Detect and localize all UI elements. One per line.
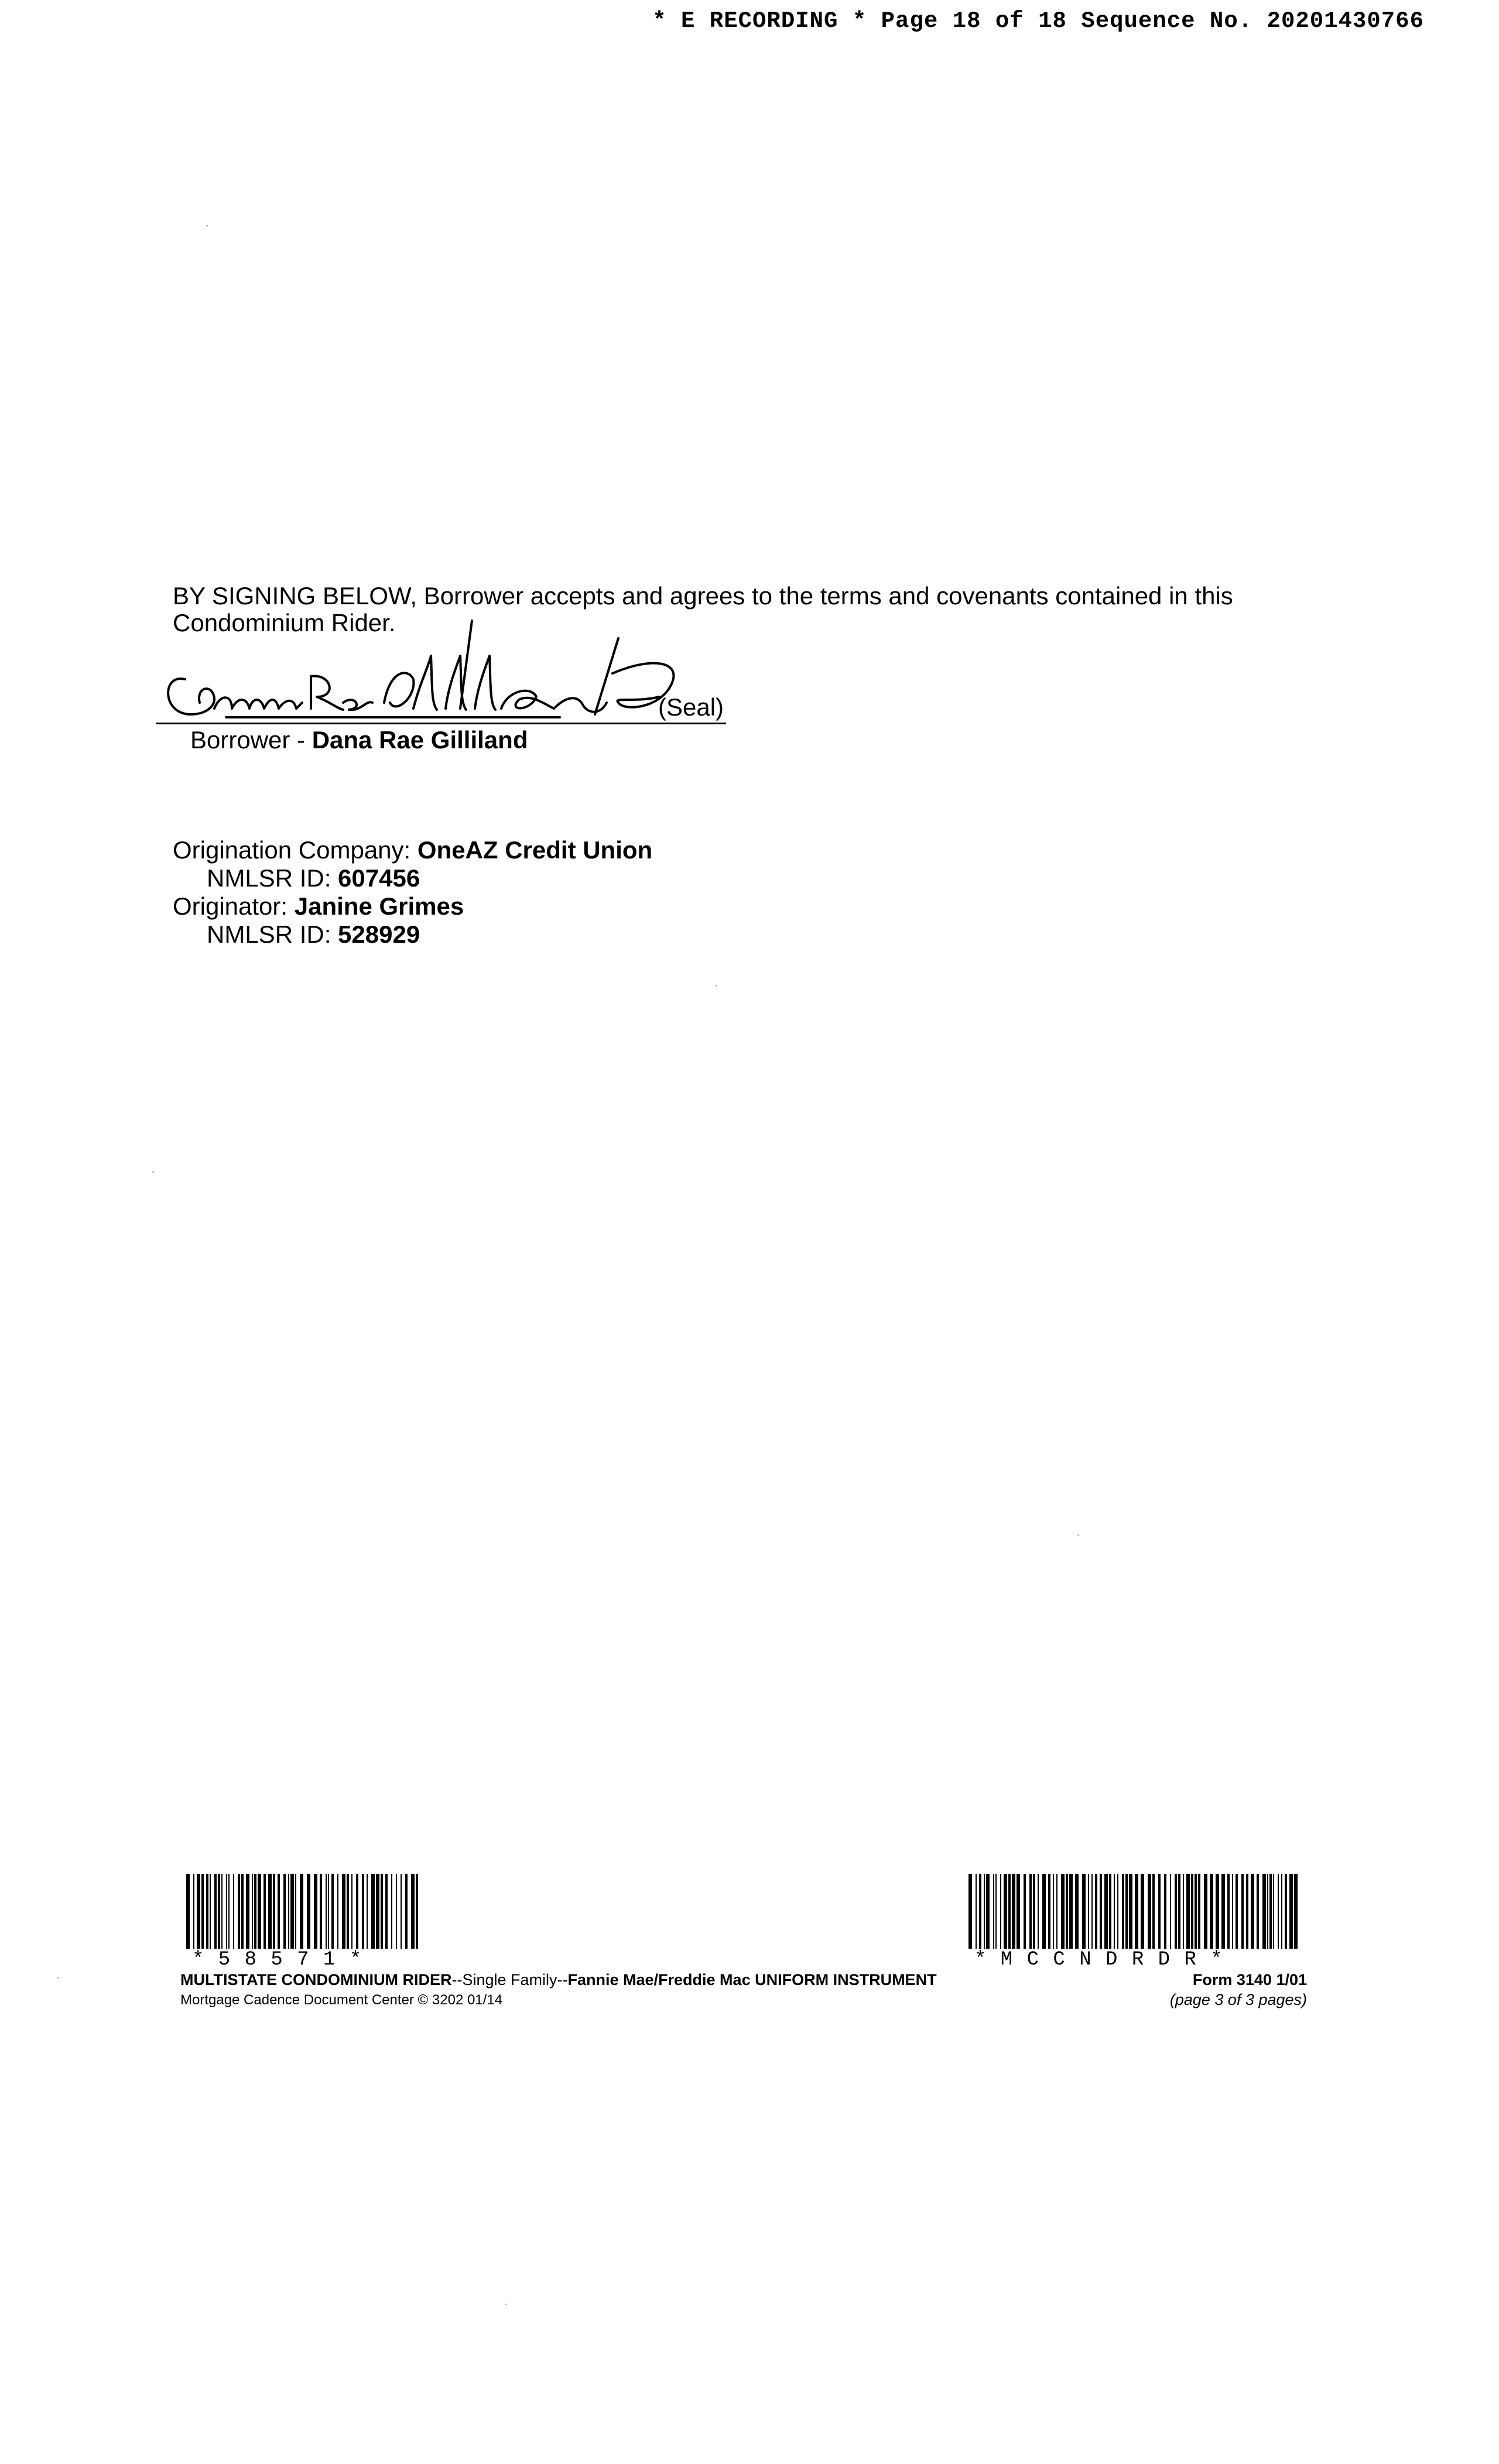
barcode-bar: [1095, 1874, 1097, 1949]
recording-header: * E RECORDING * Page 18 of 18 Sequence No. 20201430766: [652, 8, 1424, 34]
barcode-bar: [314, 1874, 317, 1949]
scan-speck: [152, 1171, 154, 1173]
barcode-bar: [221, 1874, 223, 1949]
barcode-bar: [1135, 1874, 1138, 1949]
barcode-bar: [1278, 1874, 1279, 1949]
barcode-bar: [268, 1874, 272, 1949]
barcode-bar: [979, 1874, 981, 1949]
barcode-bar: [246, 1874, 249, 1949]
signing-statement-line-1: BY SIGNING BELOW, Borrower accepts and agrees to the terms and covenants contained in this: [173, 582, 1233, 610]
barcode-bar: [1281, 1874, 1282, 1949]
barcode-bar: [385, 1874, 388, 1949]
barcode-bar: [1191, 1874, 1193, 1949]
form-title-main: MULTISTATE CONDOMINIUM RIDER: [180, 1971, 452, 1989]
barcode-bar: [1183, 1874, 1184, 1949]
form-title-sep: --: [451, 1971, 463, 1989]
barcode-bar: [1024, 1874, 1026, 1949]
barcode-bar: [356, 1874, 358, 1949]
barcode-bar: [1091, 1874, 1093, 1949]
barcode-bar: [376, 1874, 379, 1949]
barcode-bar: [1221, 1874, 1225, 1949]
barcode-bar: [320, 1874, 322, 1949]
company-nmlsr-id: 607456: [338, 864, 420, 892]
borrower-line: [190, 726, 528, 754]
barcode-bar: [1164, 1874, 1166, 1949]
barcode-bar: [1204, 1874, 1207, 1949]
barcode-bar: [1017, 1874, 1020, 1949]
barcode-bar: [238, 1874, 240, 1949]
barcode-bar: [273, 1874, 275, 1949]
barcode-bar: [1195, 1874, 1197, 1949]
barcode-bar: [290, 1874, 294, 1949]
barcode-bar: [1053, 1874, 1054, 1949]
barcode-bar: [206, 1874, 208, 1949]
page-of-line: (page 3 of 3 pages): [1169, 1991, 1307, 2008]
barcode-bar: [1267, 1874, 1268, 1949]
barcode-bar: [252, 1874, 253, 1949]
barcode-bar: [993, 1874, 994, 1949]
barcode-bar: [1269, 1874, 1272, 1949]
barcode-bar: [367, 1874, 368, 1949]
barcode-bar: [416, 1874, 418, 1949]
barcode-bar: [1122, 1874, 1124, 1949]
barcode-bar: [1114, 1874, 1115, 1949]
barcode-bar: [283, 1874, 286, 1949]
barcode-bar: [984, 1874, 985, 1949]
barcode-bar: [1210, 1874, 1213, 1949]
barcode-bar: [1042, 1874, 1046, 1949]
origination-company-name: OneAZ Credit Union: [417, 836, 653, 864]
barcode-bar: [233, 1874, 234, 1949]
barcode-bar: [1125, 1874, 1128, 1949]
barcode-bar: [1088, 1874, 1089, 1949]
barcode-bar: [228, 1874, 230, 1949]
barcode-bar: [1289, 1874, 1293, 1949]
barcode-bar: [1148, 1874, 1151, 1949]
barcode-bar: [995, 1874, 997, 1949]
barcode-bar: [391, 1874, 392, 1949]
barcode-bar: [1186, 1874, 1190, 1949]
originator-name: Janine Grimes: [294, 892, 464, 920]
barcode-bar: [307, 1874, 310, 1949]
scan-speck: [57, 1977, 59, 1979]
barcode-bar: [337, 1874, 338, 1949]
barcode-bar: [1251, 1874, 1254, 1949]
barcode-bar: [1227, 1874, 1230, 1949]
barcode-bar: [1246, 1874, 1248, 1949]
company-nmlsr-line: [207, 864, 420, 892]
barcode-bar: [254, 1874, 256, 1949]
barcode-bar: [968, 1874, 972, 1949]
originator-nmlsr-label: NMLSR ID:: [207, 920, 338, 948]
barcode-bar: [1216, 1874, 1219, 1949]
barcode-bar: [331, 1874, 334, 1949]
signing-statement-line-2: Condominium Rider.: [173, 609, 396, 636]
barcode-bar: [411, 1874, 415, 1949]
barcode-bar: [1198, 1874, 1200, 1949]
barcode-bar: [193, 1874, 194, 1949]
barcode-bar: [1232, 1874, 1233, 1949]
barcode-bar: [1141, 1874, 1144, 1949]
barcode-bar: [241, 1874, 244, 1949]
barcode-bar: [371, 1874, 375, 1949]
barcode-bar: [1069, 1874, 1073, 1949]
barcode-bar: [976, 1874, 977, 1949]
borrower-label: Borrower -: [190, 726, 312, 754]
originator-nmlsr-id: 528929: [338, 920, 420, 948]
barcode-right-caption: * M C C N D R D R *: [974, 1949, 1224, 1971]
barcode-left: [186, 1874, 418, 1949]
barcode-bar: [1033, 1874, 1035, 1949]
barcode-bar: [1000, 1874, 1001, 1949]
scan-speck: [206, 225, 208, 227]
barcode-bar: [351, 1874, 352, 1949]
form-number: Form 3140 1/01: [1192, 1971, 1307, 1989]
originator-line: [173, 892, 464, 920]
barcode-bar: [401, 1874, 402, 1949]
barcode-bar: [1061, 1874, 1065, 1949]
barcode-bar: [1262, 1874, 1266, 1949]
barcode-bar: [1236, 1874, 1238, 1949]
barcode-bar: [278, 1874, 280, 1949]
form-title: [180, 1971, 937, 1989]
barcode-bar: [1004, 1874, 1007, 1949]
barcode-bar: [328, 1874, 329, 1949]
barcode-bar: [186, 1874, 190, 1949]
barcode-bar: [1109, 1874, 1111, 1949]
barcode-bar: [405, 1874, 408, 1949]
scan-speck: [505, 2304, 506, 2305]
barcode-bar: [1056, 1874, 1057, 1949]
barcode-bar: [1170, 1874, 1171, 1949]
barcode-bar: [1066, 1874, 1068, 1949]
form-title-end: Fannie Mae/Freddie Mac UNIFORM INSTRUMENT: [567, 1971, 937, 1989]
barcode-bar: [1117, 1874, 1118, 1949]
barcode-bar: [1158, 1874, 1161, 1949]
barcode-left-caption: * 5 8 5 7 1 *: [192, 1949, 363, 1971]
signature-line: [156, 723, 726, 724]
barcode-bar: [214, 1874, 217, 1949]
barcode-bar: [1257, 1874, 1259, 1949]
origination-company-label: Origination Company:: [173, 836, 417, 864]
barcode-bar: [1285, 1874, 1287, 1949]
barcode-bar: [1294, 1874, 1298, 1949]
scan-speck: [1077, 1534, 1079, 1536]
barcode-bar: [1082, 1874, 1086, 1949]
barcode-bar: [347, 1874, 349, 1949]
borrower-name: Dana Rae Gilliland: [312, 726, 528, 754]
barcode-bar: [342, 1874, 345, 1949]
barcode-bar: [1012, 1874, 1015, 1949]
scan-speck: [716, 985, 717, 987]
barcode-bar: [1038, 1874, 1039, 1949]
form-title-mid: Single Family--: [462, 1971, 568, 1989]
barcode-bar: [226, 1874, 227, 1949]
barcode-bar: [1029, 1874, 1032, 1949]
barcode-bar: [1152, 1874, 1155, 1949]
origination-company-line: [173, 836, 652, 864]
seal-label: (Seal): [658, 693, 724, 721]
originator-label: Originator:: [173, 892, 295, 920]
barcode-bar: [381, 1874, 383, 1949]
barcode-bar: [263, 1874, 266, 1949]
barcode-bar: [326, 1874, 327, 1949]
barcode-bar: [396, 1874, 397, 1949]
barcode-bar: [1175, 1874, 1177, 1949]
barcode-bar: [1241, 1874, 1244, 1949]
publisher-line: Mortgage Cadence Document Center © 3202 01/14: [180, 1992, 503, 2008]
barcode-bar: [295, 1874, 296, 1949]
barcode-bar: [1129, 1874, 1132, 1949]
barcode-bar: [1048, 1874, 1050, 1949]
barcode-bar: [300, 1874, 303, 1949]
barcode-bar: [197, 1874, 200, 1949]
barcode-bar: [288, 1874, 289, 1949]
barcode-bar: [362, 1874, 364, 1949]
barcode-bar: [1008, 1874, 1011, 1949]
barcode-bar: [201, 1874, 204, 1949]
company-nmlsr-label: NMLSR ID:: [207, 864, 338, 892]
barcode-bar: [1273, 1874, 1274, 1949]
barcode-bar: [258, 1874, 261, 1949]
barcode-bar: [986, 1874, 990, 1949]
barcode-bar: [1104, 1874, 1108, 1949]
barcode-bar: [218, 1874, 220, 1949]
barcode-bar: [1100, 1874, 1102, 1949]
barcode-bar: [1178, 1874, 1180, 1949]
originator-nmlsr-line: [207, 920, 420, 949]
barcode-bar: [1075, 1874, 1079, 1949]
borrower-signature: [156, 615, 726, 726]
barcode-bar: [210, 1874, 211, 1949]
barcode-right: [968, 1874, 1298, 1949]
